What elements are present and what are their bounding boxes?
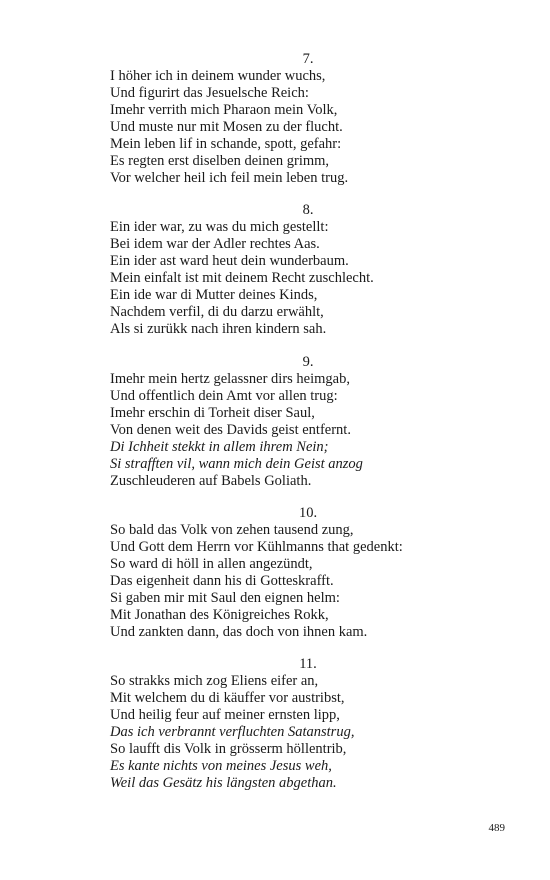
verse-line: Und figurirt das Jesuelsche Reich: [110,85,309,101]
page-number: 489 [488,822,505,834]
verse-line: Und zankten dann, das doch von ihnen kam. [110,624,368,640]
verse-line: Weil das Gesätz his längsten abgethan. [110,775,337,791]
verse-line: Das eigenheit dann his di Gotteskrafft. [110,573,334,589]
stanza-number: 10. [298,505,318,521]
verse-line: I höher ich in deinem wunder wuchs, [110,68,326,84]
stanza [110,656,510,792]
verse-line: Und heilig feur auf meiner ernsten lipp, [110,707,340,723]
stanza [110,202,510,338]
stanza-number: 8. [302,202,314,218]
stanza-number: 11. [299,656,317,672]
verse-line: So ward di höll in allen angezündt, [110,556,313,572]
verse-line: Vor welcher heil ich feil mein leben trug. [110,170,349,186]
verse-line: Mein einfalt ist mit deinem Recht zuschlecht. [110,270,374,286]
verse-line: Und muste nur mit Mosen zu der flucht. [110,119,343,135]
verse-line: Di Ichheit stekkt in allem ihrem Nein; [110,439,329,455]
verse-line: Nachdem verfil, di du darzu erwählt, [110,304,324,320]
stanza-number: 9. [302,354,314,370]
verse-line: Zuschleuderen auf Babels Goliath. [110,473,312,489]
verse-line: Ein ider ast ward heut dein wunderbaum. [110,253,349,269]
verse-line: Als si zurükk nach ihren kindern sah. [110,321,327,337]
verse-line: Und offentlich dein Amt vor allen trug: [110,388,338,404]
verse-line: Si gaben mir mit Saul den eignen helm: [110,590,340,606]
verse-line: Si strafften vil, wann mich dein Geist anzog [110,456,363,472]
verse-line: Imehr verrith mich Pharaon mein Volk, [110,102,338,118]
verse-line: Imehr mein hertz gelassner dirs heimgab, [110,371,350,387]
stanza [110,505,510,641]
stanza [110,354,510,490]
verse-line: So strakks mich zog Eliens eifer an, [110,673,319,689]
verse-line: Ein ider war, zu was du mich gestellt: [110,219,329,235]
verse-line: Mein leben lif in schande, spott, gefahr: [110,136,342,152]
verse-line: Ein ide war di Mutter deines Kinds, [110,287,318,303]
verse-line: Das ich verbrannt verfluchten Satanstrug, [110,724,355,740]
verse-line: Mit welchem du di käuffer vor austribst, [110,690,345,706]
stanza-number: 7. [302,51,314,67]
verse-line: Und Gott dem Herrn vor Kühlmanns that gedenkt: [110,539,403,555]
verse-line: Bei idem war der Adler rechtes Aas. [110,236,320,252]
verse-line: Mit Jonathan des Königreiches Rokk, [110,607,329,623]
verse-line: Es kante nichts von meines Jesus weh, [110,758,332,774]
stanza [110,51,510,187]
verse-line: Von denen weit des Davids geist entfernt. [110,422,351,438]
verse-line: Es regten erst diselben deinen grimm, [110,153,330,169]
verse-line: So laufft dis Volk in grösserm höllentrib, [110,741,347,757]
verse-line: So bald das Volk von zehen tausend zung, [110,522,354,538]
verse-line: Imehr erschin di Torheit diser Saul, [110,405,315,421]
